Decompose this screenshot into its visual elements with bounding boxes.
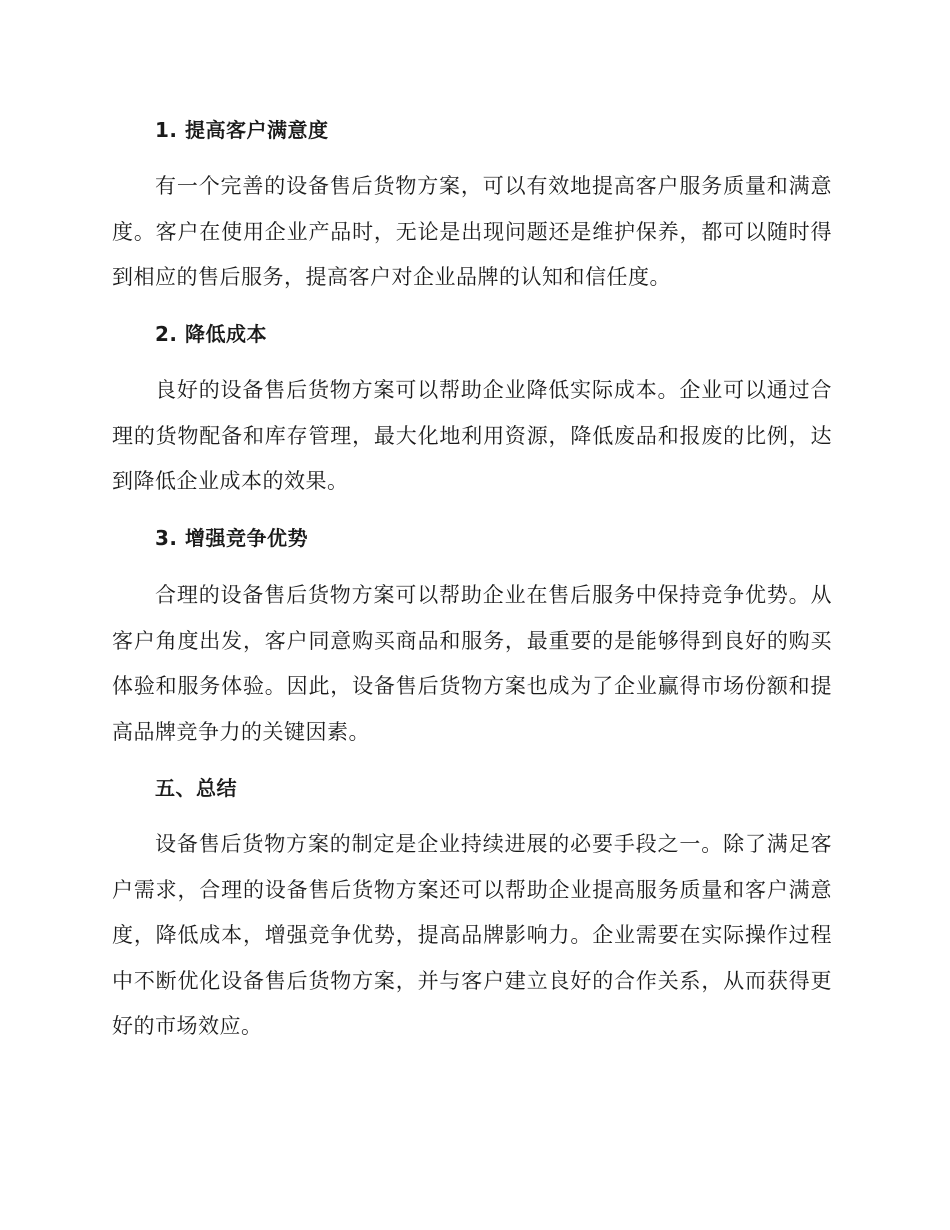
section-heading-3: 3. 增强竞争优势 [155, 526, 308, 550]
section-paragraph-3: 合理的设备售后货物方案可以帮助企业在售后服务中保持竞争优势。从客户角度出发，客户同意购买商品和服务，最重要的是能够得到良好的购买体验和服务体验。因此，设备售后货物方案也成为了企业赢得市场份额和提高品牌竞争力的关键因素。 [112, 583, 832, 744]
section-heading-1: 1. 提高客户满意度 [155, 118, 329, 142]
section-heading-summary: 五、总结 [155, 776, 237, 800]
section-paragraph-1: 有一个完善的设备售后货物方案，可以有效地提高客户服务质量和满意度。客户在使用企业产品时，无论是出现问题还是维护保养，都可以随时得到相应的售后服务，提高客户对企业品牌的认知和信任度。 [112, 174, 832, 289]
section-paragraph-summary: 设备售后货物方案的制定是企业持续进展的必要手段之一。除了满足客户需求，合理的设备售后货物方案还可以帮助企业提高服务质量和客户满意度，降低成本，增强竞争优势，提高品牌影响力。企业需要在实际操作过程中不断优化设备售后货物方案，并与客户建立良好的合作关系，从而获得更好的市场效应。 [112, 832, 832, 1038]
section-heading-2: 2. 降低成本 [155, 322, 267, 346]
section-paragraph-2: 良好的设备售后货物方案可以帮助企业降低实际成本。企业可以通过合理的货物配备和库存管理，最大化地利用资源，降低废品和报废的比例，达到降低企业成本的效果。 [112, 378, 832, 493]
